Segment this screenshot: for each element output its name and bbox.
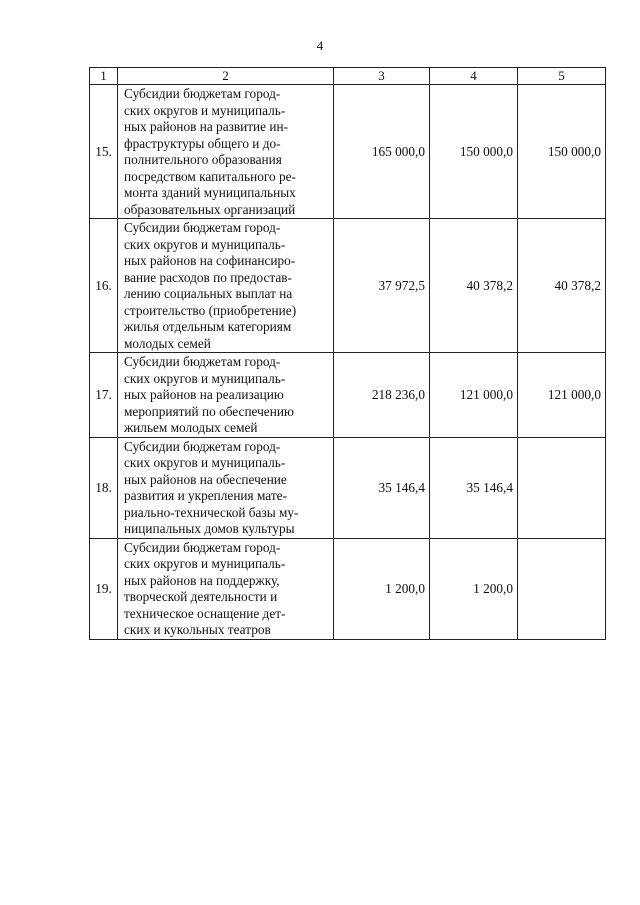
description-line: техническое оснащение дет- (124, 605, 286, 621)
description-line: ных районов на обеспечение (124, 471, 287, 487)
column-header: 3 (334, 68, 430, 85)
column-header: 2 (118, 68, 334, 85)
description-line: жилья отдельным категориям (124, 319, 292, 334)
value-col3: 218 236,0 (334, 353, 430, 438)
value-col3: 165 000,0 (334, 85, 430, 219)
value-col3: 35 146,4 (334, 437, 430, 538)
row-description (118, 219, 334, 353)
description-line: ских округов и муниципаль- (124, 370, 286, 386)
description-line: фраструктуры общего и до- (124, 135, 281, 151)
description-line: строительство (приобретение) (124, 302, 297, 318)
description-line: полнительного образования (124, 152, 282, 167)
description-line: жильем молодых семей (124, 420, 258, 435)
description-line: ских округов и муниципаль- (124, 455, 286, 470)
value-col4: 35 146,4 (430, 437, 518, 538)
table-row (90, 85, 606, 219)
description-line: Субсидии бюджетам город- (124, 539, 281, 555)
table-header-row (90, 68, 606, 85)
row-description (118, 353, 334, 438)
description-line: ских и кукольных театров (124, 622, 271, 637)
page-number: 4 (316, 38, 324, 53)
description-line: монта зданий муниципальных (124, 185, 296, 200)
description-line: молодых семей (124, 335, 211, 351)
value-col4: 1 200,0 (430, 538, 518, 639)
description-line: творческой деятельности и (124, 589, 278, 604)
value-col4: 150 000,0 (430, 85, 518, 219)
table-row (90, 538, 606, 639)
row-number: 19. (90, 538, 118, 639)
column-header: 5 (518, 68, 606, 85)
description-line: ных районов на развитие ин- (124, 119, 289, 134)
value-col5 (518, 538, 606, 639)
row-number: 18. (90, 437, 118, 538)
description-line: посредством капитального ре- (124, 168, 296, 184)
row-description (118, 538, 334, 639)
row-number: 15. (90, 85, 118, 219)
column-header: 4 (430, 68, 518, 85)
description-line: образовательных организаций (124, 201, 296, 217)
column-header: 1 (90, 68, 118, 85)
row-description (118, 85, 334, 219)
description-line: ских округов и муниципаль- (124, 556, 286, 571)
description-line: ских округов и муниципаль- (124, 236, 286, 252)
budget-table (89, 67, 606, 640)
table-row (90, 219, 606, 353)
row-number: 17. (90, 353, 118, 438)
table-row (90, 437, 606, 538)
value-col5: 121 000,0 (518, 353, 606, 438)
description-line: Субсидии бюджетам город- (124, 220, 281, 235)
value-col4: 40 378,2 (430, 219, 518, 353)
description-line: ниципальных домов культуры (124, 521, 295, 536)
table-row (90, 353, 606, 438)
value-col5: 40 378,2 (518, 219, 606, 353)
value-col4: 121 000,0 (430, 353, 518, 438)
row-description (118, 437, 334, 538)
description-line: вание расходов по предостав- (124, 269, 292, 285)
description-line: лению социальных выплат на (124, 286, 293, 301)
value-col5 (518, 437, 606, 538)
description-line: ных районов на поддержку, (124, 572, 280, 588)
description-line: риально-технической базы му- (124, 504, 299, 520)
value-col5: 150 000,0 (518, 85, 606, 219)
description-line: Субсидии бюджетам город- (124, 86, 281, 101)
description-line: мероприятий по обеспечению (124, 403, 294, 419)
description-line: развития и укрепления мате- (124, 488, 288, 503)
value-col3: 37 972,5 (334, 219, 430, 353)
description-line: ских округов и муниципаль- (124, 102, 286, 118)
description-line: Субсидии бюджетам город- (124, 438, 281, 454)
description-line: ных районов на реализацию (124, 387, 284, 402)
description-line: ных районов на софинансиро- (124, 253, 296, 268)
description-line: Субсидии бюджетам город- (124, 354, 281, 369)
value-col3: 1 200,0 (334, 538, 430, 639)
row-number: 16. (90, 219, 118, 353)
